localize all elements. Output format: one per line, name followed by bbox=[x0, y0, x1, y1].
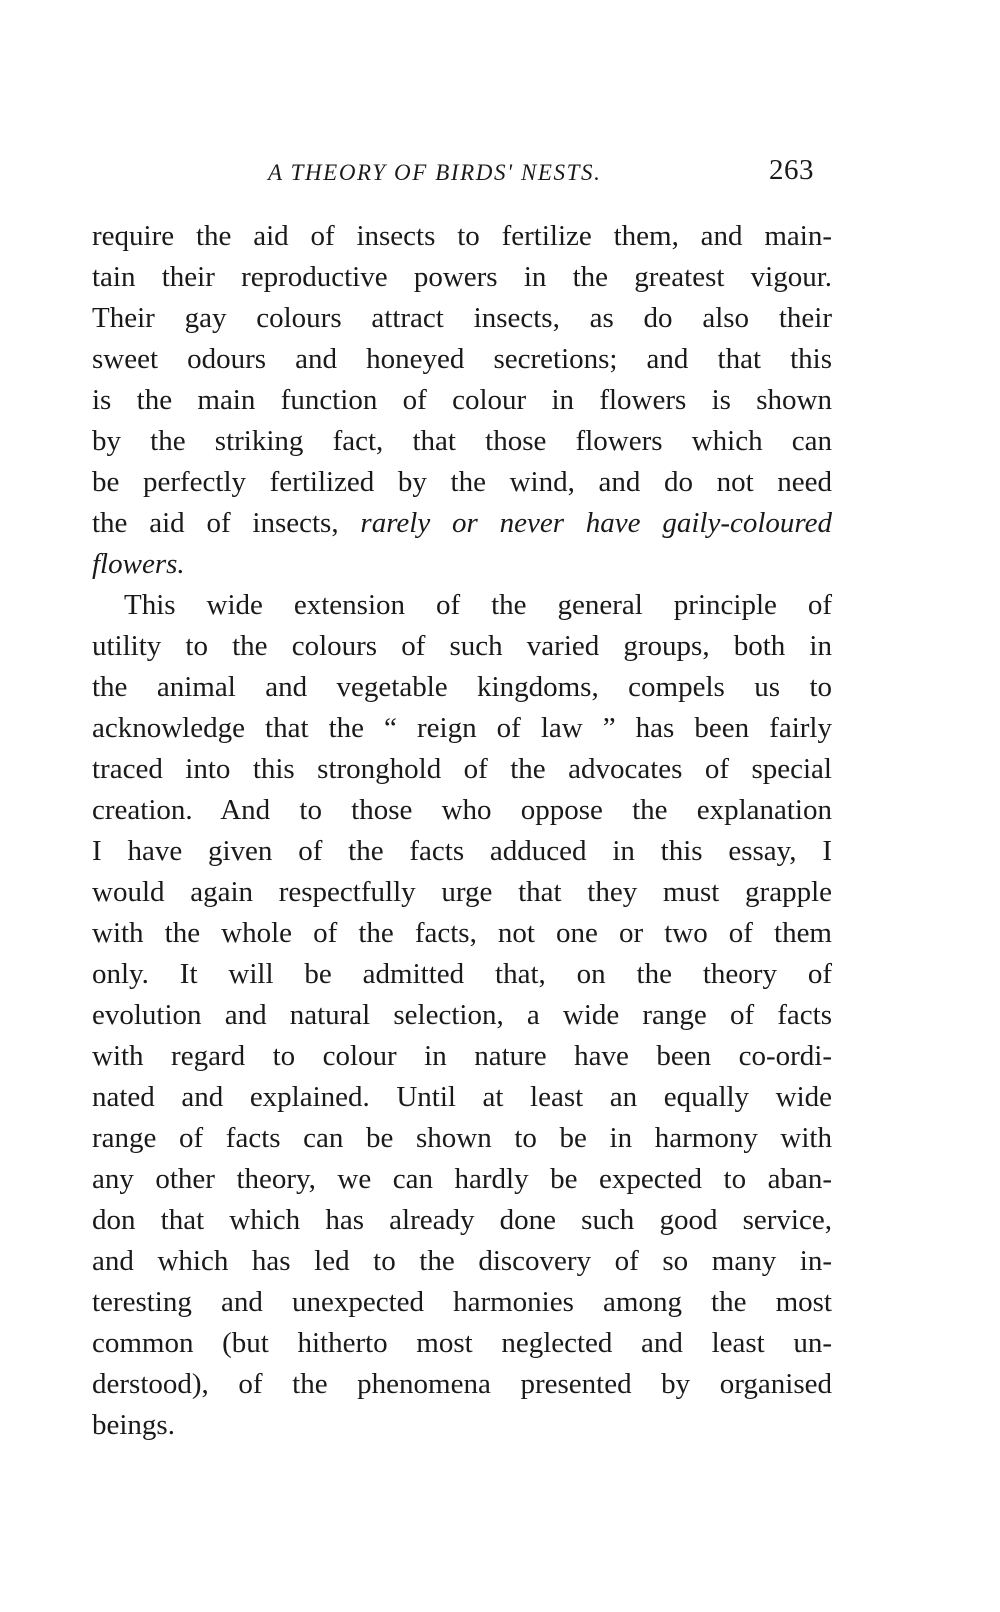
running-title: A THEORY OF BIRDS' NESTS. bbox=[268, 160, 602, 185]
text-line-last: beings. bbox=[92, 1409, 175, 1441]
italic-emphasis: rarely or never have gaily-coloured bbox=[338, 507, 832, 539]
text-line: derstood), of the phenomena presented by organised bbox=[92, 1368, 832, 1400]
text-line: is the main function of colour in flowers is shown bbox=[92, 384, 832, 416]
text-line-mixed bbox=[92, 503, 832, 544]
paragraph-1 bbox=[92, 216, 832, 585]
text-line: range of facts can be shown to be in harmony with bbox=[92, 1122, 832, 1154]
italic-emphasis: flowers. bbox=[92, 548, 185, 580]
text-line: evolution and natural selection, a wide range of facts bbox=[92, 999, 832, 1031]
text-line: don that which has already done such good service, bbox=[92, 1204, 832, 1236]
text-line-first: This wide extension of the general principle of bbox=[124, 589, 832, 621]
text-line: nated and explained. Until at least an equally wide bbox=[92, 1081, 832, 1113]
body-text bbox=[92, 216, 832, 1446]
text-line: creation. And to those who oppose the explanation bbox=[92, 794, 832, 826]
text-line: be perfectly fertilized by the wind, and do not need bbox=[92, 466, 832, 498]
roman-text: the aid of insects, bbox=[92, 507, 339, 539]
text-line: the animal and vegetable kingdoms, compels us to bbox=[92, 671, 832, 703]
text-line: any other theory, we can hardly be expected to aban- bbox=[92, 1163, 832, 1195]
text-line-italic bbox=[92, 544, 832, 585]
text-line: by the striking fact, that those flowers which can bbox=[92, 425, 832, 457]
text-line: I have given of the facts adduced in this essay, I bbox=[92, 835, 832, 867]
text-line: acknowledge that the “ reign of law ” has been fairly bbox=[92, 712, 832, 744]
text-line: and which has led to the discovery of so many in- bbox=[92, 1245, 832, 1277]
text-line: utility to the colours of such varied groups, both in bbox=[92, 630, 832, 662]
text-line: only. It will be admitted that, on the theory of bbox=[92, 958, 832, 990]
text-line: would again respectfully urge that they must grapple bbox=[92, 876, 832, 908]
text-line: teresting and unexpected harmonies among the most bbox=[92, 1286, 832, 1318]
text-line: tain their reproductive powers in the greatest vigour. bbox=[92, 261, 832, 293]
text-line: Their gay colours attract insects, as do also their bbox=[92, 302, 832, 334]
paragraph-2 bbox=[92, 585, 832, 1446]
text-line: with the whole of the facts, not one or two of them bbox=[92, 917, 832, 949]
text-line: sweet odours and honeyed secretions; and that this bbox=[92, 343, 832, 375]
text-line: common (but hitherto most neglected and least un- bbox=[92, 1327, 832, 1359]
page-number: 263 bbox=[769, 154, 814, 186]
running-head bbox=[90, 154, 830, 194]
text-line: with regard to colour in nature have been co-ordi- bbox=[92, 1040, 832, 1072]
text-line: require the aid of insects to fertilize them, and main- bbox=[92, 220, 832, 252]
text-line: traced into this stronghold of the advocates of special bbox=[92, 753, 832, 785]
